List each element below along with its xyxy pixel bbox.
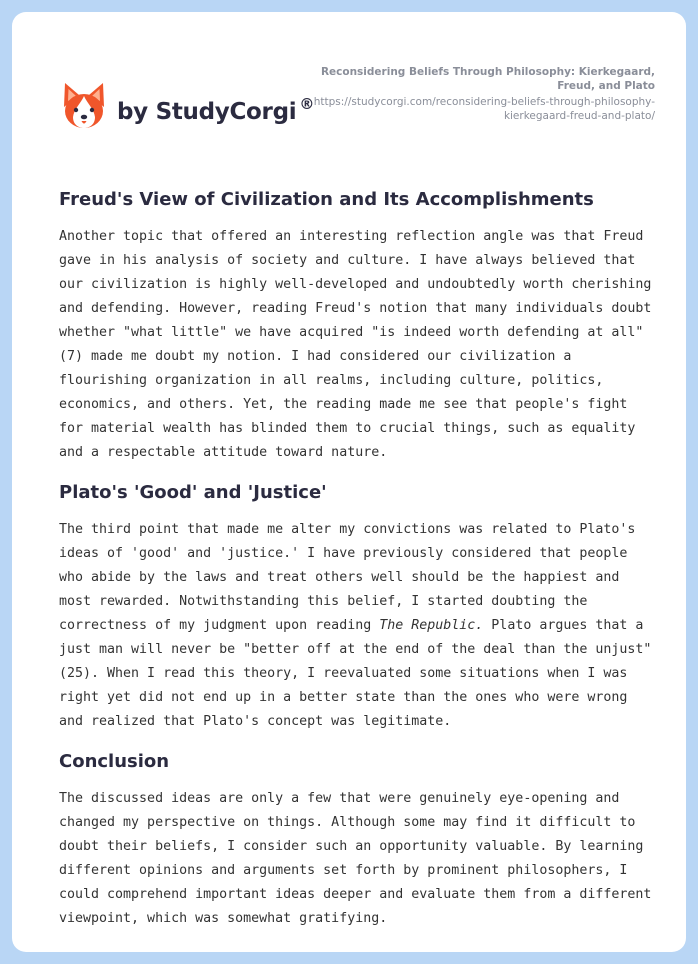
section-body-freud: Another topic that offered an interesting reflection angle was that Freud gave in his analysis of society and culture. I have always believed that our civilization is highly well-developed and undoubtedly worth cherishing and defending. However, reading Freud's notion that many individuals doubt whether "what little" we have acquired "is indeed worth defending at all" (7) made me doubt my notion. I had considered our civilization a flourishing organization in all realms, including culture, politics, economics, and others. Yet, the reading made me see that people's fight for material wealth has blinded them to crucial things, such as equality and a respectable attitude toward nature. xyxy=(59,229,652,460)
section-body-plato: The third point that made me alter my convictions was related to Plato's ideas of 'good' and 'justice.' I have previously considered that people who abide by the laws and treat others well should be the happiest and most rewarded. Notwithstanding this belief, I started doubting the correctness of my judgment upon reading The Republic. Plato argues that a just man will never be "better off at the end of the deal than the unjust" (25). When I read this theory, I reevaluated some situations when I was right yet did not end up in a better state than the ones who were wrong and realized that Plato's concept was legitimate. xyxy=(59,522,652,729)
section-heading-plato: Plato's 'Good' and 'Justice' xyxy=(59,482,327,503)
document-url[interactable]: https://studycorgi.com/reconsidering-beliefs-through-philosophy-kierkegaard-freud-and-plato/ xyxy=(313,96,655,122)
section-body-conclusion: The discussed ideas are only a few that were genuinely eye-opening and changed my perspective on things. Although some may find it difficult to doubt their beliefs, I consider such an opportunity valuable. By learning different opinions and arguments set forth by prominent philosophers, I could comprehend important ideas deeper and evaluate them from a different viewpoint, which was somewhat gratifying. xyxy=(59,791,652,926)
section-heading-conclusion: Conclusion xyxy=(59,751,170,772)
document-meta xyxy=(295,65,655,123)
section-heading-freud: Freud's View of Civilization and Its Accomplishments xyxy=(59,189,594,210)
book-title-the-republic: The Republic. xyxy=(379,618,484,633)
document-title: Reconsidering Beliefs Through Philosophy: Kierkegaard, Freud, and Plato xyxy=(320,66,655,92)
document-page xyxy=(12,12,686,952)
corgi-icon xyxy=(61,81,107,131)
studycorgi-logo[interactable] xyxy=(61,76,314,136)
article-content xyxy=(59,176,659,931)
brand-name: by StudyCorgi ® xyxy=(117,95,315,125)
